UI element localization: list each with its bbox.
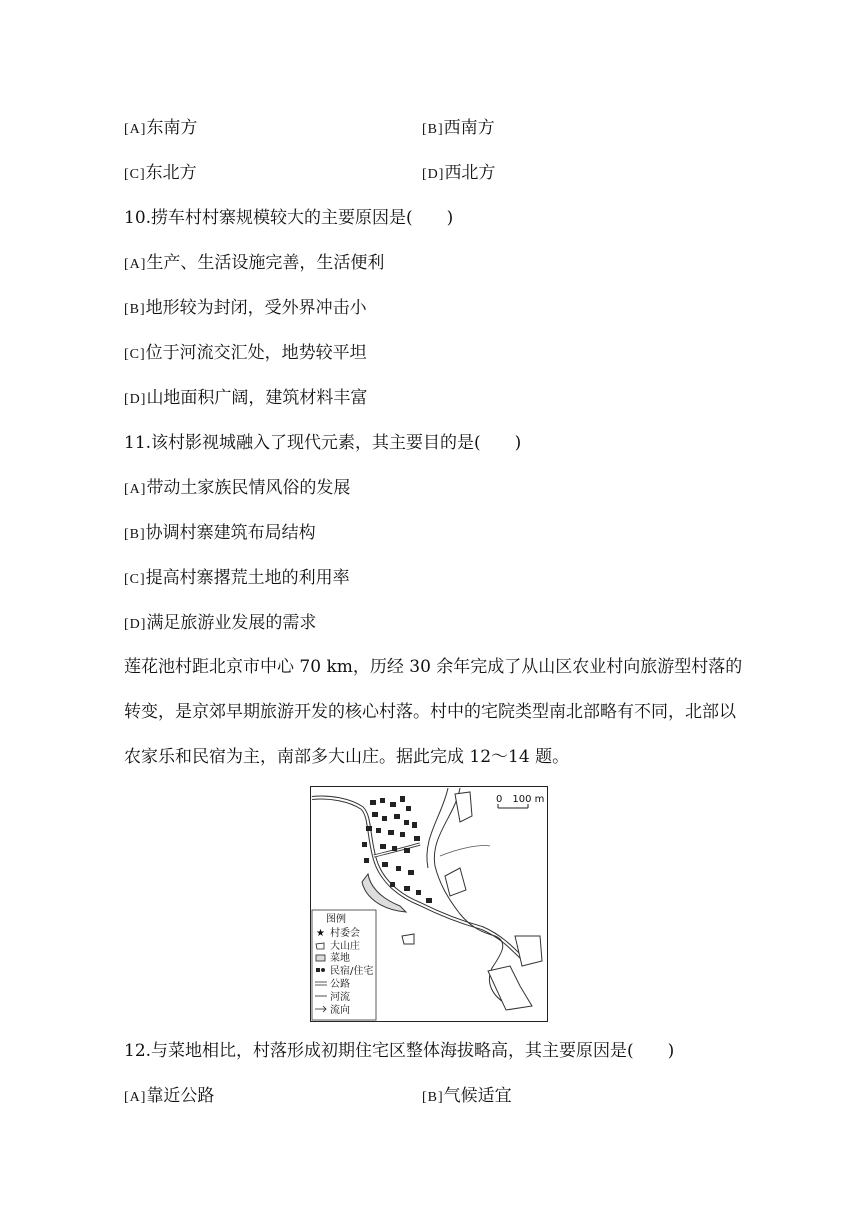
q9-option-a: [A]东南方 [124, 118, 198, 138]
legend-house: 民宿/住宅 [330, 966, 374, 977]
scale-label: 0 100 m [496, 794, 545, 805]
q9-option-c: [C]东北方 [124, 163, 197, 183]
legend-field-icon [316, 955, 325, 961]
q10-option-d: [D]山地面积广阔，建筑材料丰富 [124, 388, 368, 408]
map-svg [310, 786, 548, 1022]
legend-field: 菜地 [330, 953, 350, 964]
legend-title: 图例 [326, 914, 346, 925]
q9-option-b: [B]西南方 [422, 118, 495, 138]
q11-option-d: [D]满足旅游业发展的需求 [124, 613, 317, 633]
legend-river: 河流 [330, 992, 350, 1003]
q12-option-b: [B]气候适宜 [422, 1086, 512, 1106]
q9-option-d: [D]西北方 [422, 163, 496, 183]
q11-option-b: [B]协调村寨建筑布局结构 [124, 523, 316, 543]
q10-stem: 10.捞车村村寨规模较大的主要原因是( ) [124, 208, 454, 228]
q10-option-c: [C]位于河流交汇处，地势较平坦 [124, 343, 367, 363]
q11-option-c: [C]提高村寨撂荒土地的利用率 [124, 568, 350, 588]
legend-estate-icon [316, 943, 324, 949]
legend-box [312, 910, 376, 1020]
q10-option-a: [A]生产、生活设施完善，生活便利 [124, 253, 385, 273]
legend-committee: 村委会 [330, 928, 360, 939]
legend-estate: 大山庄 [330, 941, 360, 952]
q10-option-b: [B]地形较为封闭，受外界冲击小 [124, 298, 367, 318]
village-map [310, 786, 548, 1022]
q12-stem: 12.与菜地相比，村落形成初期住宅区整体海拔略高，其主要原因是( ) [124, 1041, 675, 1061]
legend-road: 公路 [330, 979, 350, 990]
legend-committee-icon: ★ [316, 928, 325, 939]
legend-flow: 流向 [330, 1005, 350, 1016]
q11-stem: 11.该村影视城融入了现代元素，其主要目的是( ) [124, 433, 522, 453]
q11-option-a: [A]带动土家族民情风俗的发展 [124, 478, 351, 498]
legend-house-icon [316, 968, 320, 972]
reading-passage: 莲花池村距北京市中心 70 km，历经 30 余年完成了从山区农业村向旅游型村落的转变，是京郊早期旅游开发的核心村落。村中的宅院类型南北部略有不同，北部以农家乐和民宿为主，南部多大山庄。据此完成 12～14 题。 [124, 657, 743, 767]
q12-option-a: [A]靠近公路 [124, 1086, 215, 1106]
